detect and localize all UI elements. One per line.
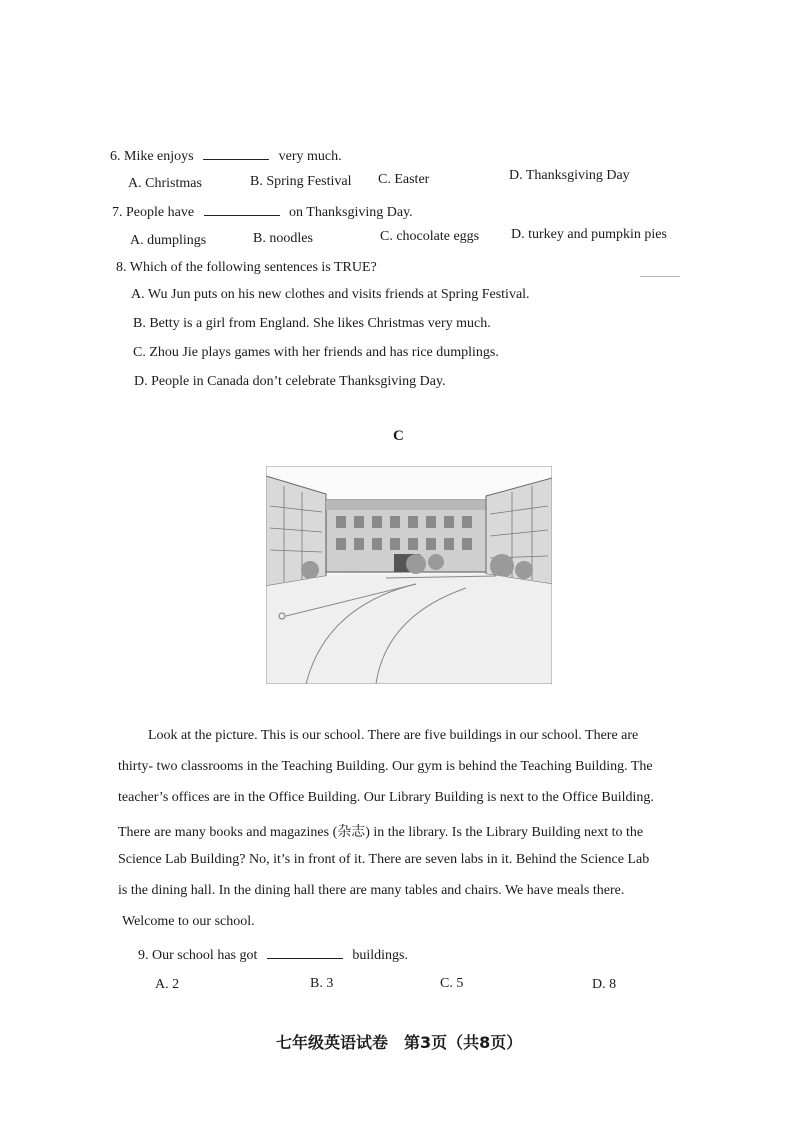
question-9-option-c: C. 5 — [440, 976, 464, 991]
question-9-option-a: A. 2 — [155, 977, 180, 992]
passage-line-1: Look at the picture. This is our school. There are five buildings in our school. There are — [148, 728, 639, 743]
question-9-option-d: D. 8 — [592, 977, 617, 992]
question-6-text-before: 6. Mike enjoys — [110, 149, 194, 164]
question-9-option-b: B. 3 — [310, 976, 334, 991]
question-8-option-a: A. Wu Jun puts on his new clothes and visits friends at Spring Festival. — [131, 287, 530, 302]
question-8-stem: 8. Which of the following sentences is TRUE? — [116, 260, 377, 275]
passage-line-5: Science Lab Building? No, it’s in front of it. There are seven labs in it. Behind the Science Lab — [118, 852, 650, 867]
question-7-text-before: 7. People have — [112, 205, 195, 220]
passage-line-3: teacher’s offices are in the Office Building. Our Library Building is next to the Office Building. — [118, 790, 654, 805]
question-6-stem — [110, 147, 342, 165]
question-7-blank — [204, 203, 280, 216]
page-footer: 七年级英语试卷 第3页（共8页） — [276, 1033, 523, 1052]
question-6-blank — [203, 147, 269, 160]
question-8-option-b: B. Betty is a girl from England. She likes Christmas very much. — [133, 316, 491, 331]
question-9-stem — [138, 946, 408, 964]
question-7-stem — [112, 203, 413, 221]
faint-rule — [640, 276, 680, 277]
question-8-option-c: C. Zhou Jie plays games with her friends and has rice dumplings. — [133, 345, 499, 360]
question-7-option-a: A. dumplings — [130, 233, 207, 248]
question-7-option-d: D. turkey and pumpkin pies — [511, 227, 667, 242]
question-6-option-c: C. Easter — [378, 172, 430, 187]
section-c-title: C — [393, 428, 404, 444]
passage-line-4: There are many books and magazines (杂志) in the library. Is the Library Building next to the — [118, 825, 644, 840]
question-6-option-b: B. Spring Festival — [250, 174, 352, 189]
question-7-option-c: C. chocolate eggs — [380, 229, 480, 244]
passage-line-2: thirty- two classrooms in the Teaching Building. Our gym is behind the Teaching Building. The — [118, 759, 653, 774]
passage-line-6: is the dining hall. In the dining hall there are many tables and chairs. We have meals there. — [118, 883, 625, 898]
question-7-text-after: on Thanksgiving Day. — [289, 205, 413, 220]
question-8-option-d: D. People in Canada don’t celebrate Thanksgiving Day. — [134, 374, 446, 389]
question-6-text-after: very much. — [278, 149, 342, 164]
question-6-option-d: D. Thanksgiving Day — [509, 168, 630, 183]
passage-line-7: Welcome to our school. — [122, 914, 255, 929]
question-9-text-after: buildings. — [352, 948, 409, 963]
question-7-option-b: B. noodles — [253, 231, 313, 246]
question-6-option-a: A. Christmas — [128, 176, 202, 191]
question-9-blank — [267, 946, 343, 959]
question-9-text-before: 9. Our school has got — [138, 948, 258, 963]
school-photo — [266, 466, 552, 684]
